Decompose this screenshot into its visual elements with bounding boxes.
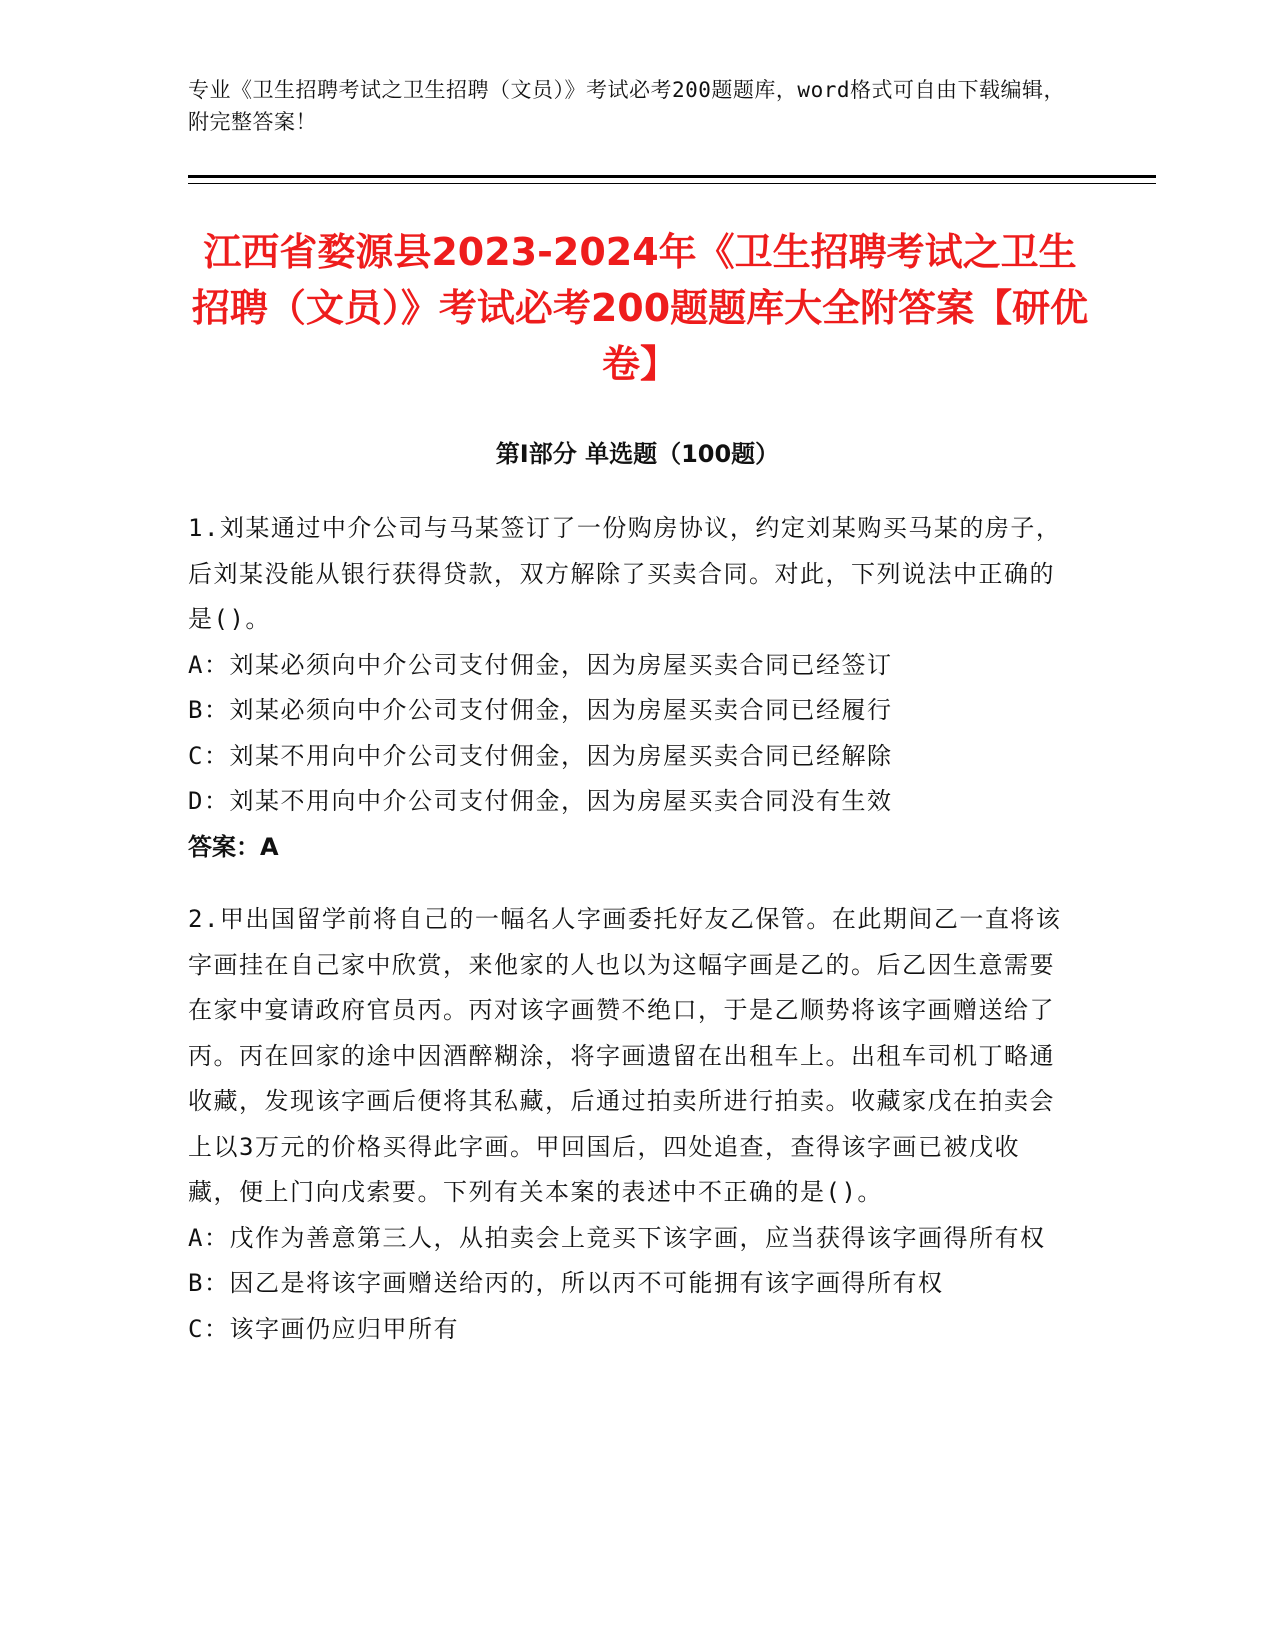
header-divider-thick bbox=[188, 175, 1156, 178]
option-b: B：刘某必须向中介公司支付佣金，因为房屋买卖合同已经履行 bbox=[188, 696, 893, 724]
question-2 bbox=[188, 897, 1068, 1352]
option-a: A：戊作为善意第三人，从拍卖会上竞买下该字画，应当获得该字画得所有权 bbox=[188, 1223, 1046, 1252]
question-stem: 2.甲出国留学前将自己的一幅名人字画委托好友乙保管。在此期间乙一直将该字画挂在自己家中欣赏，来他家的人也以为这幅字画是乙的。后乙因生意需要在家中宴请政府官员丙。丙对该字画赞不绝口，于是乙顺势将该字画赠送给了丙。丙在回家的途中因酒醉糊涂，将字画遗留在出租车上。出租车司机丁略通收藏，发现该字画后便将其私藏，后通过拍卖所进行拍卖。收藏家戊在拍卖会上以3万元的价格买得此字画。甲回国后，四处追查，查得该字画已被戊收藏，便上门向戊索要。下列有关本案的表述中不正确的是()。 bbox=[188, 905, 1062, 1206]
question-1 bbox=[188, 506, 1068, 870]
section-title: 第Ⅰ部分 单选题（100题） bbox=[495, 440, 780, 468]
option-a: A：刘某必须向中介公司支付佣金，因为房屋买卖合同已经签订 bbox=[188, 650, 893, 679]
question-stem: 1.刘某通过中介公司与马某签订了一份购房协议，约定刘某购买马某的房子，后刘某没能从银行获得贷款，双方解除了买卖合同。对此，下列说法中正确的是()。 bbox=[188, 514, 1062, 633]
option-d: D：刘某不用向中介公司支付佣金，因为房屋买卖合同没有生效 bbox=[188, 787, 893, 815]
header-note: 专业《卫生招聘考试之卫生招聘（文员）》考试必考200题题库，word格式可自由下载编辑，附完整答案！ bbox=[188, 78, 1065, 134]
document-title: 江西省婺源县2023-2024年《卫生招聘考试之卫生招聘（文员）》考试必考200题题库大全附答案【研优卷】 bbox=[191, 230, 1089, 386]
option-c: C：该字画仍应归甲所有 bbox=[188, 1314, 459, 1343]
answer: 答案：A bbox=[188, 832, 279, 861]
header-divider-thin bbox=[188, 183, 1156, 184]
option-b: B：因乙是将该字画赠送给丙的，所以丙不可能拥有该字画得所有权 bbox=[188, 1269, 944, 1297]
option-c: C：刘某不用向中介公司支付佣金，因为房屋买卖合同已经解除 bbox=[188, 741, 893, 770]
